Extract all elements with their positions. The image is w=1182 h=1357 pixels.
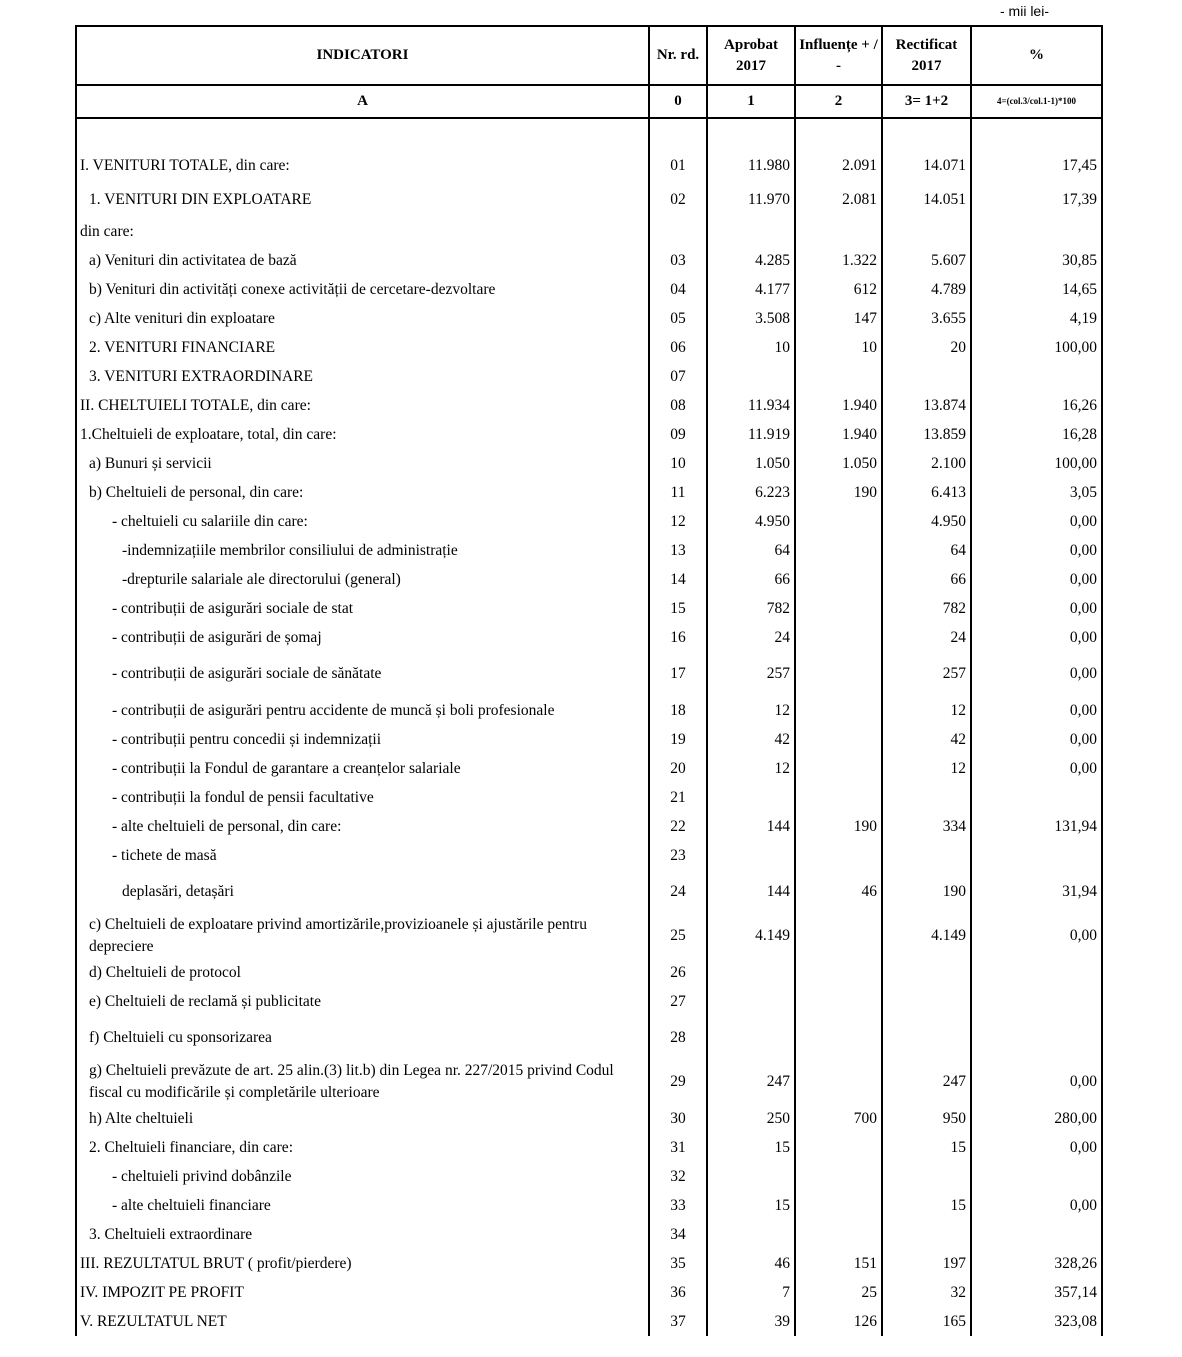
cell-percent [971,783,1102,812]
row-number: 15 [649,594,707,623]
table-row [76,478,1102,507]
cell-influente: 1.050 [795,449,882,478]
cell-influente [795,783,882,812]
cell-percent [971,1220,1102,1249]
spacer-row [76,118,1102,149]
cell-influente [795,1016,882,1060]
cell-percent: 323,08 [971,1307,1102,1336]
table-row [76,783,1102,812]
header-percent: % [971,26,1102,85]
row-label: -drepturile salariale ale directorului (general) [76,565,649,594]
cell-influente [795,1060,882,1104]
row-label: - cheltuieli cu salariile din care: [76,507,649,536]
row-label: 1. VENITURI DIN EXPLOATARE [76,183,649,217]
cell-influente: 1.940 [795,420,882,449]
header-nr: Nr. rd. [649,26,707,85]
cell-aprobat: 66 [707,565,795,594]
row-number: 10 [649,449,707,478]
row-number: 01 [649,149,707,183]
cell-aprobat [707,987,795,1016]
row-label: I. VENITURI TOTALE, din care: [76,149,649,183]
cell-rectificat: 165 [882,1307,971,1336]
row-label: d) Cheltuieli de protocol [76,958,649,987]
cell-influente: 700 [795,1104,882,1133]
cell-rectificat: 197 [882,1249,971,1278]
cell-aprobat: 257 [707,652,795,696]
cell-percent: 14,65 [971,275,1102,304]
row-number: 14 [649,565,707,594]
row-number: 17 [649,652,707,696]
row-number: 37 [649,1307,707,1336]
cell-rectificat: 20 [882,333,971,362]
row-label: c) Cheltuieli de exploatare privind amortizările,provizioanele și ajustările pentru depreciere [76,914,649,958]
row-label: - cheltuieli privind dobânzile [76,1162,649,1191]
row-label: - alte cheltuieli financiare [76,1191,649,1220]
header-aprobat: Aprobat 2017 [707,26,795,85]
row-number: 25 [649,914,707,958]
table-row [76,812,1102,841]
cell-rectificat: 4.789 [882,275,971,304]
cell-rectificat: 13.859 [882,420,971,449]
cell-rectificat: 3.655 [882,304,971,333]
cell-percent: 30,85 [971,246,1102,275]
table-row [76,958,1102,987]
header-indicatori: INDICATORI [76,26,649,85]
row-number: 12 [649,507,707,536]
row-label: a) Venituri din activitatea de bază [76,246,649,275]
cell-aprobat: 11.980 [707,149,795,183]
cell-influente [795,725,882,754]
cell-percent: 0,00 [971,754,1102,783]
cell-percent: 100,00 [971,333,1102,362]
cell-aprobat: 24 [707,623,795,652]
row-label: c) Alte venituri din exploatare [76,304,649,333]
cell-influente [795,841,882,870]
cell-influente: 126 [795,1307,882,1336]
cell-influente [795,507,882,536]
cell-influente [795,987,882,1016]
cell-rectificat: 13.874 [882,391,971,420]
table-row [76,536,1102,565]
cell-rectificat: 64 [882,536,971,565]
cell-percent: 0,00 [971,507,1102,536]
row-label: - contribuții de asigurări de șomaj [76,623,649,652]
table-row [76,1278,1102,1307]
cell-influente [795,914,882,958]
row-number: 21 [649,783,707,812]
table-row [76,696,1102,725]
cell-aprobat: 12 [707,754,795,783]
cell-aprobat: 144 [707,812,795,841]
table-row [76,914,1102,958]
cell-rectificat: 4.149 [882,914,971,958]
row-label: - contribuții pentru concedii și indemnizații [76,725,649,754]
cell-influente [795,1220,882,1249]
table-row [76,420,1102,449]
row-label: din care: [76,217,649,246]
table-row [76,652,1102,696]
cell-percent: 131,94 [971,812,1102,841]
cell-rectificat [882,783,971,812]
cell-aprobat: 4.177 [707,275,795,304]
cell-percent: 100,00 [971,449,1102,478]
cell-percent [971,1162,1102,1191]
row-number: 18 [649,696,707,725]
col-index-4: 4=(col.3/col.1-1)*100 [971,85,1102,118]
cell-percent: 16,28 [971,420,1102,449]
col-index-2: 2 [795,85,882,118]
header-rectificat: Rectificat 2017 [882,26,971,85]
cell-percent: 328,26 [971,1249,1102,1278]
table-row [76,1307,1102,1336]
cell-percent [971,1016,1102,1060]
row-label: - contribuții de asigurări sociale de stat [76,594,649,623]
table-row [76,149,1102,183]
table-row [76,1162,1102,1191]
cell-percent: 0,00 [971,914,1102,958]
row-number: 08 [649,391,707,420]
cell-rectificat [882,987,971,1016]
cell-influente: 25 [795,1278,882,1307]
cell-aprobat: 12 [707,696,795,725]
table-row [76,362,1102,391]
table-row [76,754,1102,783]
row-number: 06 [649,333,707,362]
table-row [76,217,1102,246]
cell-aprobat [707,1162,795,1191]
cell-rectificat: 32 [882,1278,971,1307]
cell-influente: 46 [795,870,882,914]
cell-influente [795,1133,882,1162]
cell-rectificat: 15 [882,1133,971,1162]
row-number: 24 [649,870,707,914]
unit-label: - mii lei- [1000,3,1049,19]
cell-aprobat: 4.285 [707,246,795,275]
row-number: 35 [649,1249,707,1278]
cell-rectificat: 334 [882,812,971,841]
row-number: 11 [649,478,707,507]
cell-percent: 0,00 [971,1133,1102,1162]
cell-aprobat: 144 [707,870,795,914]
cell-rectificat: 4.950 [882,507,971,536]
cell-percent: 16,26 [971,391,1102,420]
table-row [76,1060,1102,1104]
cell-rectificat: 42 [882,725,971,754]
cell-influente [795,696,882,725]
cell-influente [795,1191,882,1220]
cell-aprobat: 15 [707,1133,795,1162]
row-label: deplasări, detașări [76,870,649,914]
cell-rectificat: 247 [882,1060,971,1104]
cell-rectificat: 5.607 [882,246,971,275]
cell-aprobat [707,958,795,987]
cell-aprobat: 11.970 [707,183,795,217]
row-label: - tichete de masă [76,841,649,870]
cell-percent: 280,00 [971,1104,1102,1133]
cell-rectificat: 24 [882,623,971,652]
row-label: 3. VENITURI EXTRAORDINARE [76,362,649,391]
cell-aprobat: 15 [707,1191,795,1220]
row-label: e) Cheltuieli de reclamă și publicitate [76,987,649,1016]
table-row [76,841,1102,870]
cell-rectificat: 12 [882,696,971,725]
row-label: b) Cheltuieli de personal, din care: [76,478,649,507]
cell-rectificat [882,958,971,987]
cell-rectificat: 15 [882,1191,971,1220]
row-number: 19 [649,725,707,754]
cell-influente [795,623,882,652]
col-index-a: A [76,85,649,118]
row-number: 02 [649,183,707,217]
cell-rectificat: 2.100 [882,449,971,478]
table-row [76,623,1102,652]
cell-rectificat [882,1220,971,1249]
table-row [76,304,1102,333]
row-label: - alte cheltuieli de personal, din care: [76,812,649,841]
cell-rectificat [882,362,971,391]
row-number [649,217,707,246]
cell-aprobat: 4.950 [707,507,795,536]
cell-aprobat: 64 [707,536,795,565]
row-label: - contribuții de asigurări sociale de sănătate [76,652,649,696]
table-row [76,449,1102,478]
cell-percent: 0,00 [971,1060,1102,1104]
cell-rectificat: 190 [882,870,971,914]
cell-aprobat: 3.508 [707,304,795,333]
cell-influente [795,594,882,623]
table-row [76,507,1102,536]
header-influente: Influențe + / - [795,26,882,85]
cell-aprobat: 1.050 [707,449,795,478]
cell-influente [795,1162,882,1191]
cell-influente: 190 [795,478,882,507]
cell-percent [971,217,1102,246]
cell-aprobat: 250 [707,1104,795,1133]
row-label: h) Alte cheltuieli [76,1104,649,1133]
table-row [76,987,1102,1016]
table-row [76,1104,1102,1133]
table-row [76,183,1102,217]
cell-influente [795,536,882,565]
table-row [76,275,1102,304]
cell-percent: 0,00 [971,725,1102,754]
row-number: 32 [649,1162,707,1191]
cell-aprobat: 42 [707,725,795,754]
cell-influente: 612 [795,275,882,304]
cell-rectificat: 782 [882,594,971,623]
cell-aprobat: 782 [707,594,795,623]
cell-percent: 0,00 [971,1191,1102,1220]
cell-percent [971,362,1102,391]
cell-percent [971,958,1102,987]
cell-aprobat: 247 [707,1060,795,1104]
cell-percent: 0,00 [971,696,1102,725]
cell-influente: 2.081 [795,183,882,217]
cell-influente: 1.322 [795,246,882,275]
cell-rectificat [882,217,971,246]
cell-aprobat: 4.149 [707,914,795,958]
cell-rectificat: 6.413 [882,478,971,507]
row-label: III. REZULTATUL BRUT ( profit/pierdere) [76,1249,649,1278]
cell-influente [795,652,882,696]
cell-rectificat [882,1162,971,1191]
row-number: 33 [649,1191,707,1220]
cell-rectificat: 257 [882,652,971,696]
table-body [76,118,1102,1336]
cell-percent: 4,19 [971,304,1102,333]
cell-percent: 17,45 [971,149,1102,183]
cell-rectificat [882,841,971,870]
cell-aprobat [707,783,795,812]
table-row [76,594,1102,623]
cell-aprobat [707,217,795,246]
cell-influente: 1.940 [795,391,882,420]
cell-influente: 147 [795,304,882,333]
row-label: II. CHELTUIELI TOTALE, din care: [76,391,649,420]
cell-aprobat: 39 [707,1307,795,1336]
cell-rectificat: 14.071 [882,149,971,183]
row-number: 29 [649,1060,707,1104]
table-row [76,1220,1102,1249]
cell-aprobat: 46 [707,1249,795,1278]
cell-aprobat [707,841,795,870]
row-label: IV. IMPOZIT PE PROFIT [76,1278,649,1307]
row-label: 2. VENITURI FINANCIARE [76,333,649,362]
cell-percent: 0,00 [971,594,1102,623]
row-label: 1.Cheltuieli de exploatare, total, din care: [76,420,649,449]
table-row [76,246,1102,275]
cell-rectificat: 12 [882,754,971,783]
cell-aprobat: 11.919 [707,420,795,449]
cell-influente: 190 [795,812,882,841]
row-label: V. REZULTATUL NET [76,1307,649,1336]
row-label: - contribuții la fondul de pensii facultative [76,783,649,812]
cell-percent: 0,00 [971,623,1102,652]
row-label: g) Cheltuieli prevăzute de art. 25 alin.(3) lit.b) din Legea nr. 227/2015 privind Codul fiscal cu modificările și completările ulterioare [76,1060,649,1104]
cell-percent [971,841,1102,870]
row-label: - contribuții la Fondul de garantare a creanțelor salariale [76,754,649,783]
cell-rectificat: 950 [882,1104,971,1133]
cell-percent: 31,94 [971,870,1102,914]
row-number: 36 [649,1278,707,1307]
row-number: 04 [649,275,707,304]
table-row [76,1016,1102,1060]
row-number: 31 [649,1133,707,1162]
budget-table [75,25,1103,1336]
row-label: 2. Cheltuieli financiare, din care: [76,1133,649,1162]
row-label: -indemnizațiile membrilor consiliului de administrație [76,536,649,565]
row-number: 05 [649,304,707,333]
table-row [76,1249,1102,1278]
cell-influente: 10 [795,333,882,362]
cell-influente [795,565,882,594]
cell-aprobat: 7 [707,1278,795,1307]
cell-percent: 357,14 [971,1278,1102,1307]
table-row [76,1191,1102,1220]
cell-percent: 3,05 [971,478,1102,507]
cell-percent: 0,00 [971,565,1102,594]
cell-influente [795,362,882,391]
cell-aprobat: 6.223 [707,478,795,507]
cell-aprobat [707,1016,795,1060]
row-number: 20 [649,754,707,783]
cell-percent: 0,00 [971,536,1102,565]
cell-rectificat: 14.051 [882,183,971,217]
table-row [76,565,1102,594]
cell-percent: 17,39 [971,183,1102,217]
row-label: f) Cheltuieli cu sponsorizarea [76,1016,649,1060]
cell-influente: 2.091 [795,149,882,183]
row-number: 30 [649,1104,707,1133]
cell-aprobat [707,1220,795,1249]
cell-percent [971,987,1102,1016]
row-number: 07 [649,362,707,391]
row-number: 09 [649,420,707,449]
row-number: 34 [649,1220,707,1249]
table-row [76,333,1102,362]
row-number: 03 [649,246,707,275]
table-row [76,870,1102,914]
col-index-3: 3= 1+2 [882,85,971,118]
cell-aprobat: 11.934 [707,391,795,420]
row-label: 3. Cheltuieli extraordinare [76,1220,649,1249]
row-label: a) Bunuri și servicii [76,449,649,478]
row-number: 13 [649,536,707,565]
row-number: 28 [649,1016,707,1060]
column-index-row [76,85,1102,118]
row-number: 16 [649,623,707,652]
header-row [76,26,1102,85]
cell-influente [795,958,882,987]
row-number: 27 [649,987,707,1016]
row-label: - contribuții de asigurări pentru accidente de muncă și boli profesionale [76,696,649,725]
cell-aprobat [707,362,795,391]
table-row [76,1133,1102,1162]
cell-influente [795,217,882,246]
cell-aprobat: 10 [707,333,795,362]
row-label: b) Venituri din activități conexe activității de cercetare-dezvoltare [76,275,649,304]
cell-rectificat: 66 [882,565,971,594]
row-number: 22 [649,812,707,841]
row-number: 26 [649,958,707,987]
row-number: 23 [649,841,707,870]
table-row [76,391,1102,420]
table-row [76,725,1102,754]
cell-rectificat [882,1016,971,1060]
cell-influente: 151 [795,1249,882,1278]
col-index-1: 1 [707,85,795,118]
col-index-0: 0 [649,85,707,118]
cell-percent: 0,00 [971,652,1102,696]
cell-influente [795,754,882,783]
